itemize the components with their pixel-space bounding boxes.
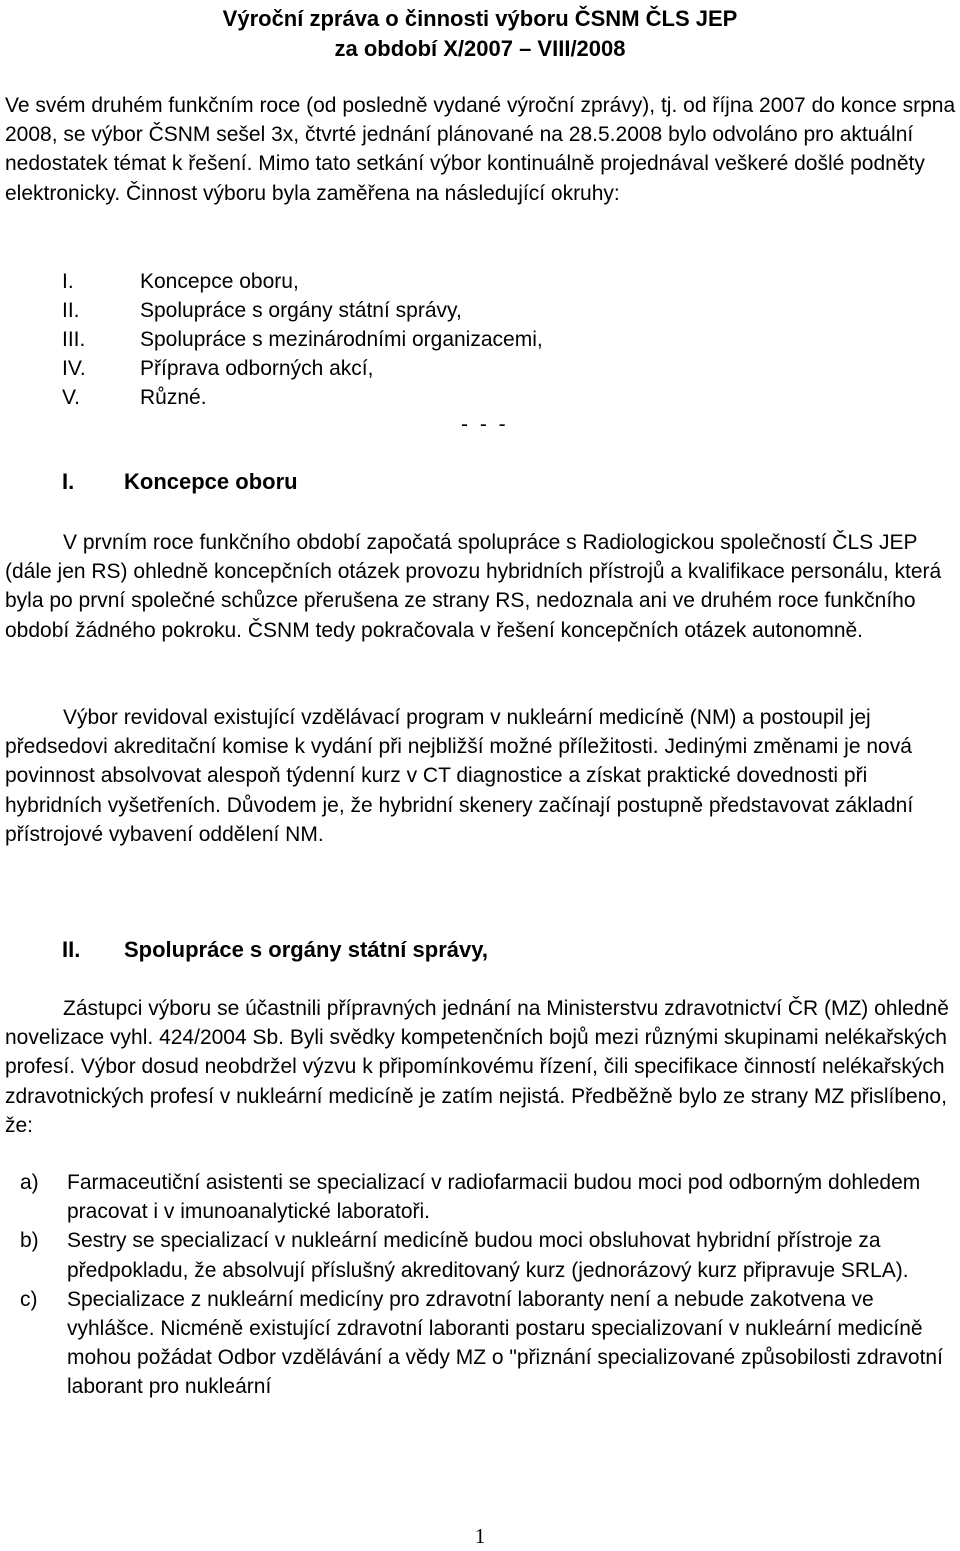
list-item-number: I.	[62, 270, 74, 293]
document-title	[0, 4, 960, 64]
list-item	[20, 1285, 960, 1402]
list-item-letter: b)	[20, 1229, 39, 1253]
list-item-text: Specializace z nukleární medicíny pro zdravotní laboranty není a nebude zakotvena ve vyhlášce. Nicméně existující zdravotní laboranti postaru specializovaní v nukleární medicíně mohou požádat Odbor vzdělávání a vědy MZ o "přiznání specializované způsobilosti zdravotní laborant pro nukleární	[67, 1287, 943, 1399]
title-line-1: Výroční zpráva o činnosti výboru ČSNM ČLS JEP	[222, 6, 738, 31]
intro-paragraph: Ve svém druhém funkčním roce (od posledně vydané výroční zprávy), tj. od října 2007 do konce srpna 2008, se výbor ČSNM sešel 3x, čtvrté jednání plánované na 28.5.2008 bylo odvoláno pro aktuální nedostatek témat k řešení. Mimo tato setkání výbor kontinuálně projednával veškeré došlé podněty elektronicky. Činnost výboru byla zaměřena na následující okruhy:	[5, 94, 956, 205]
list-item-text: Různé.	[140, 386, 207, 409]
section-1-heading	[62, 467, 298, 497]
section-2-heading	[62, 935, 488, 965]
list-item	[62, 354, 543, 383]
list-item-text: Spolupráce s mezinárodními organizacemi,	[140, 328, 543, 351]
list-item-number: IV.	[62, 357, 86, 380]
section-1-paragraph-2: Výbor revidoval existující vzdělávací program v nukleární medicíně (NM) a postoupil jej předsedovi akreditační komise k vydání při nejbližší možné příležitosti. Jedinými změnami je nová povinnost absolvovat alespoň týdenní kurz v CT diagnostice a získat praktické dovednosti při hybridních vyšetřeních. Důvodem je, že hybridní skenery začínají postupně představovat základní přístrojové vybavení oddělení NM.	[5, 706, 914, 846]
list-item	[62, 267, 543, 296]
section-title: Spolupráce s orgány státní správy,	[124, 937, 488, 962]
list-item-number: II.	[62, 299, 80, 322]
list-item-number: V.	[62, 386, 80, 409]
section-number: I.	[62, 469, 75, 494]
section-1-paragraph-1: V prvním roce funkčního období započatá spolupráce s Radiologickou společností ČLS JEP (dále jen RS) ohledně koncepčních otázek provozu hybridních přístrojů a kvalifikace personálu, která byla po první společné schůzce přerušena ze strany RS, nedoznala ani ve druhém roce funkčního období žádného pokroku. ČSNM tedy pokračovala v řešení koncepčních otázek autonomně.	[5, 531, 942, 642]
list-item	[62, 325, 543, 354]
list-item-text: Spolupráce s orgány státní správy,	[140, 299, 462, 322]
topics-list	[62, 267, 543, 412]
list-item-text: Farmaceutiční asistenti se specializací v radiofarmacii budou moci pod odborným dohledem pracovat i v imunoanalytické laboratoři.	[67, 1171, 921, 1224]
section-separator: - - -	[461, 413, 509, 436]
list-item-letter: a)	[20, 1171, 39, 1194]
list-item-text: Sestry se specializací v nukleární medicíně budou moci obsluhovat hybridní přístroje za předpokladu, že absolvují příslušný akreditovaný kurz (jednorázový kurz připravuje SRLA).	[67, 1229, 909, 1282]
list-item-letter: c)	[20, 1287, 38, 1311]
section-2-paragraph-1: Zástupci výboru se účastnili přípravných jednání na Ministerstvu zdravotnictví ČR (MZ) ohledně novelizace vyhl. 424/2004 Sb. Byli svědky kompetenčních bojů mezi různými skupinami nelékařských profesí. Výbor dosud neobdržel výzvu k připomínkovému řízení, čili specifikace činností nelékařských zdravotnických profesí v nukleární medicíně je zatím nejistá. Předběžně bylo ze strany MZ přislíbeno, že:	[5, 997, 949, 1137]
page-number: 1	[474, 1524, 486, 1548]
list-item	[62, 383, 543, 412]
list-item	[20, 1226, 960, 1284]
list-item	[62, 296, 543, 325]
list-item-text: Příprava odborných akcí,	[140, 357, 374, 380]
title-line-2: za období X/2007 – VIII/2008	[334, 36, 626, 61]
promises-list	[20, 1168, 960, 1402]
section-number: II.	[62, 937, 81, 962]
list-item	[20, 1168, 960, 1226]
list-item-number: III.	[62, 328, 86, 351]
section-title: Koncepce oboru	[124, 469, 298, 494]
list-item-text: Koncepce oboru,	[140, 270, 299, 293]
